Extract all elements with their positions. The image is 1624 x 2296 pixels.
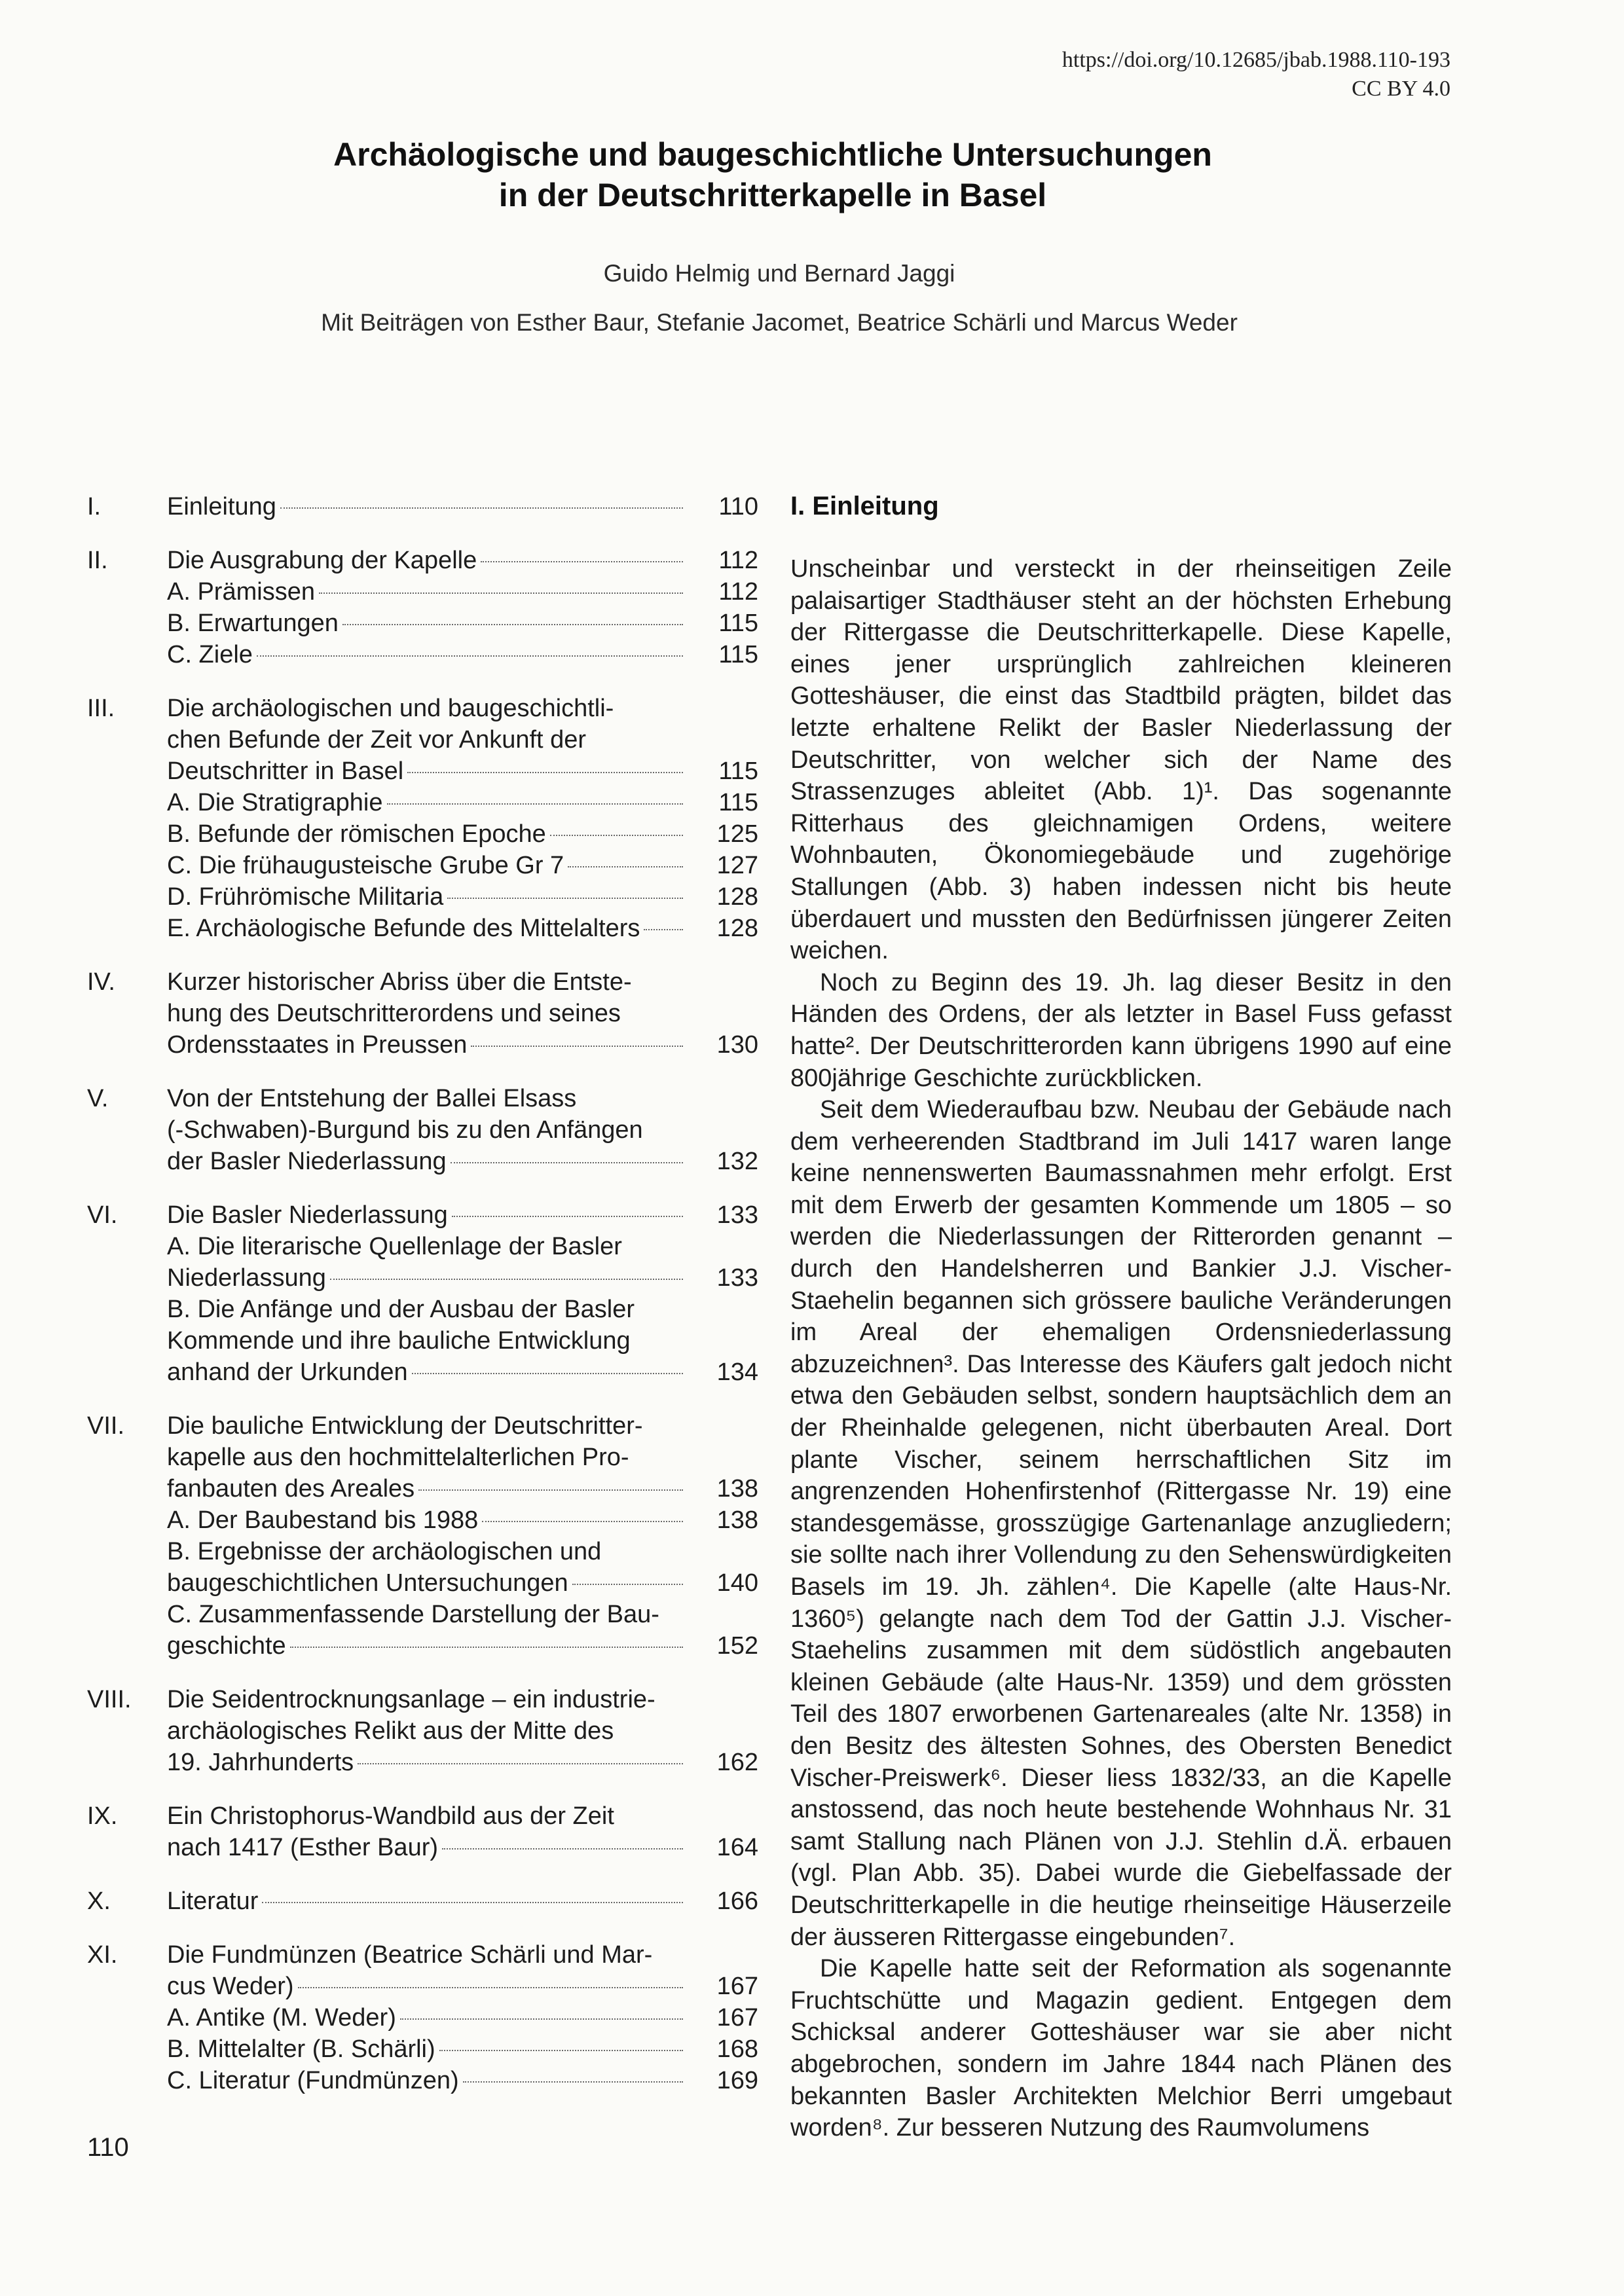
toc-entry-title: A. Prämissen: [167, 578, 315, 606]
toc-leader-dots: [262, 1902, 683, 1903]
toc-entry: [167, 724, 758, 756]
toc-entry: [167, 545, 758, 576]
toc-leader-dots: [319, 592, 683, 594]
toc-entry: [167, 1832, 758, 1863]
toc-entry: [167, 1231, 758, 1262]
toc-section-number: IX.: [87, 1802, 118, 1830]
toc-leader-dots: [482, 1521, 683, 1522]
authors: Guido Helmig und Bernard Jaggi: [603, 260, 955, 287]
toc-entry: [167, 491, 758, 522]
toc-entry-title: Die archäologischen und baugeschichtli-: [167, 695, 614, 722]
toc-entry: [167, 2033, 758, 2065]
toc-entry: [167, 693, 758, 724]
toc-section: [87, 1886, 758, 1917]
toc-entry: [167, 1262, 758, 1294]
toc-section-number: XI.: [87, 1941, 118, 1969]
toc-entry-page: 115: [718, 757, 758, 785]
toc-entry: [167, 2002, 758, 2033]
page-number: 110: [87, 2133, 129, 2162]
toc-entry-title: Niederlassung: [167, 1264, 326, 1292]
toc-entry-page: 128: [716, 915, 758, 942]
toc-entry: [167, 1199, 758, 1231]
toc-leader-dots: [550, 835, 683, 836]
toc-entry-title: (-Schwaben)-Burgund bis zu den Anfängen: [167, 1116, 643, 1144]
toc-entry-page: 166: [716, 1887, 758, 1915]
toc-leader-dots: [451, 1162, 683, 1163]
table-of-contents: [87, 491, 758, 2119]
toc-entry-title: Ordensstaates in Preussen: [167, 1031, 468, 1059]
toc-entry-title: C. Die frühaugusteische Grube Gr 7: [167, 852, 564, 879]
toc-leader-dots: [572, 1584, 683, 1585]
toc-entry: [167, 1504, 758, 1536]
toc-leader-dots: [298, 1987, 683, 1988]
toc-entry: [167, 1630, 758, 1662]
toc-leader-dots: [400, 2018, 683, 2020]
toc-entry: [167, 1083, 758, 1114]
toc-entry: [167, 1473, 758, 1504]
toc-leader-dots: [342, 624, 683, 625]
toc-entry-page: 112: [718, 578, 758, 606]
toc-leader-dots: [330, 1279, 683, 1280]
toc-leader-dots: [568, 866, 683, 867]
toc-entry-page: 128: [716, 883, 758, 911]
toc-entry-page: 167: [716, 2004, 758, 2032]
intro-paragraph: Unscheinbar und versteckt in der rheinseitigen Zeile palaisartiger Stadthäuser steht an der höchsten Erhebung der Rittergasse die Deutschritterkapelle. Diese Kapelle, eines jener ursprünglich zahlreichen kleineren Gotteshäuser, die einst das Stadtbild prägten, bildet das letzte erhaltene Relikt der Basler Niederlassung der Deutschritter, von welcher sich der Name des Strassenzuges ableitet (Abb. 1)¹. Das sogenannte Ritterhaus des gleichnamigen Ordens, weitere Wohnbauten, Ökonomiegebäude und zugehörige Stallungen (Abb. 3) haben indessen nicht bis heute überdauert und mussten den Bedürfnissen jüngerer Zeiten weichen.: [790, 555, 1452, 965]
toc-entry: [167, 1715, 758, 1747]
toc-leader-dots: [358, 1763, 683, 1764]
toc-section-number: I.: [87, 493, 101, 520]
intro-paragraph: Seit dem Wiederaufbau bzw. Neubau der Gebäude nach dem verheerenden Stadtbrand im Juli 1417 waren lange keine nennenswerten Baumassnahmen mehr erfolgt. Erst mit dem Erwerb der gesamten Kommende um 1805 – so werden die Niederlassungen der Ritterorden genannt – durch den Handelsherren und Bankier J.J. Vischer-Staehelin begannen sich grössere bauliche Veränderungen im Areal der ehemaligen Ordensniederlassung abzuzeichnen³. Das Interesse des Käufers galt jedoch nicht etwa den Gebäuden selbst, sondern hauptsächlich dem an der Rheinhalde gelegenen, nicht überbauten Areal. Dort plante Vischer, seinem herrschaftlichen Sitz im angrenzenden Hohenfirstenhof (Rittergasse Nr. 19) eine standesgemässe, grosszügige Gartenanlage anzugliedern; sie sollte nach ihrer Vollendung zu den Sehenswürdigkeiten Basels im 19. Jh. zählen⁴. Die Kapelle (alte Haus-Nr. 1360⁵) gelangte nach dem Tod der Gattin J.J. Vischer-Staehelins zusammen mit dem südöstlich angebauten kleinen Gebäude (alte Haus-Nr. 1359) und dem grössten Teil des 1807 erworbenen Gartenareales (alte Nr. 1358) in den Besitz des ältesten Sohnes, des Obersten Benedict Vischer-Preiswerk⁶. Dieser liess 1832/33, an die Kapelle anstossend, das noch heute bestehende Wohnhaus Nr. 31 samt Stallung nach Plänen von J.J. Stehlin d.Ä. erbauen (vgl. Plan Abb. 35). Dabei wurde die Giebelfassade der Deutschritterkapelle in die heutige rheinseitige Häuserzeile der äusseren Rittergasse eingebunden⁷.: [790, 1096, 1452, 1951]
toc-entry-title: B. Mittelalter (B. Schärli): [167, 2035, 435, 2063]
toc-entry-title: Die Ausgrabung der Kapelle: [167, 547, 477, 574]
toc-entry: [167, 1114, 758, 1146]
toc-section-number: VII.: [87, 1412, 125, 1440]
toc-entry: [167, 913, 758, 944]
toc-section-number: V.: [87, 1085, 109, 1112]
toc-entry-page: 132: [716, 1148, 758, 1175]
toc-entry-title: A. Der Baubestand bis 1988: [167, 1506, 479, 1534]
toc-entry-page: 134: [716, 1358, 758, 1386]
toc-leader-dots: [439, 2050, 683, 2051]
toc-entry: [167, 818, 758, 850]
toc-entry-page: 168: [716, 2035, 758, 2063]
toc-leader-dots: [387, 803, 683, 805]
toc-section: [87, 1800, 758, 1863]
contributors: Mit Beiträgen von Esther Baur, Stefanie Jacomet, Beatrice Schärli und Marcus Weder: [321, 309, 1238, 336]
toc-entry: [167, 1599, 758, 1630]
doi-block: [1062, 46, 1450, 103]
toc-entry: [167, 1029, 758, 1061]
toc-entry: [167, 1442, 758, 1473]
toc-entry-title: geschichte: [167, 1632, 286, 1660]
toc-entry-title: A. Die Stratigraphie: [167, 789, 383, 816]
toc-section: [87, 1410, 758, 1662]
toc-leader-dots: [290, 1647, 683, 1648]
toc-entry-title: Die Fundmünzen (Beatrice Schärli und Mar-: [167, 1941, 653, 1969]
toc-entry: [167, 1939, 758, 1971]
toc-entry-page: 115: [718, 789, 758, 816]
toc-entry-page: 167: [716, 1973, 758, 2000]
toc-entry-title: 19. Jahrhunderts: [167, 1749, 354, 1776]
toc-section: [87, 1684, 758, 1778]
toc-entry-title: E. Archäologische Befunde des Mittelalters: [167, 915, 640, 942]
toc-entry-page: 133: [716, 1201, 758, 1229]
toc-entry-title: nach 1417 (Esther Baur): [167, 1834, 439, 1861]
toc-entry: [167, 1357, 758, 1388]
toc-leader-dots: [463, 2081, 683, 2083]
toc-leader-dots: [257, 655, 683, 657]
toc-entry-title: fanbauten des Areales: [167, 1475, 415, 1503]
toc-entry: [167, 966, 758, 998]
toc-leader-dots: [452, 1216, 683, 1217]
toc-entry-title: hung des Deutschritterordens und seines: [167, 1000, 621, 1027]
toc-entry: [167, 1294, 758, 1325]
toc-leader-dots: [471, 1046, 683, 1047]
toc-entry-title: A. Die literarische Quellenlage der Basler: [167, 1233, 622, 1260]
toc-section: [87, 491, 758, 522]
toc-section-number: VI.: [87, 1201, 118, 1229]
toc-entry-title: baugeschichtlichen Untersuchungen: [167, 1569, 568, 1597]
toc-entry-title: C. Zusammenfassende Darstellung der Bau-: [167, 1601, 659, 1628]
toc-entry: [167, 1146, 758, 1177]
toc-leader-dots: [280, 507, 683, 509]
title-line-1: Archäologische und baugeschichtliche Untersuchungen: [333, 136, 1212, 173]
toc-leader-dots: [412, 1373, 683, 1374]
toc-leader-dots: [481, 561, 683, 562]
toc-entry: [167, 608, 758, 639]
toc-entry-page: 164: [716, 1834, 758, 1861]
intro-paragraph: Noch zu Beginn des 19. Jh. lag dieser Besitz in den Händen des Ordens, der als letzter in Basel Fuss gefasst hatte². Der Deutschritterorden kann übrigens 1990 auf eine 800jährige Geschichte zurückblicken.: [790, 968, 1452, 1092]
toc-entry-title: D. Frührömische Militaria: [167, 883, 444, 911]
toc-section: [87, 545, 758, 670]
toc-entry-title: Ein Christophorus-Wandbild aus der Zeit: [167, 1802, 614, 1830]
toc-entry-title: Literatur: [167, 1887, 259, 1915]
toc-entry-title: chen Befunde der Zeit vor Ankunft der: [167, 726, 587, 754]
toc-entry: [167, 576, 758, 608]
toc-entry-title: cus Weder): [167, 1973, 294, 2000]
toc-entry: [167, 1747, 758, 1778]
toc-section-number: IV.: [87, 968, 115, 996]
toc-entry-page: 138: [716, 1475, 758, 1503]
toc-entry-page: 130: [716, 1031, 758, 1059]
toc-entry: [167, 1536, 758, 1567]
toc-entry-page: 127: [716, 852, 758, 879]
toc-entry: [167, 787, 758, 818]
toc-entry-title: der Basler Niederlassung: [167, 1148, 447, 1175]
toc-entry-page: 112: [718, 547, 758, 574]
toc-entry: [167, 1800, 758, 1832]
toc-leader-dots: [447, 898, 683, 899]
toc-entry: [167, 1410, 758, 1442]
toc-section-number: II.: [87, 547, 108, 574]
toc-entry-title: C. Literatur (Fundmünzen): [167, 2067, 459, 2094]
toc-leader-dots: [418, 1489, 683, 1491]
toc-entry: [167, 1684, 758, 1715]
toc-entry-title: Kommende und ihre bauliche Entwicklung: [167, 1327, 631, 1355]
toc-entry: [167, 1886, 758, 1917]
toc-leader-dots: [407, 772, 683, 773]
doi-link[interactable]: https://doi.org/10.12685/jbab.1988.110-193: [1061, 48, 1450, 72]
toc-entry-title: B. Befunde der römischen Epoche: [167, 820, 546, 848]
toc-entry-title: Von der Entstehung der Ballei Elsass: [167, 1085, 577, 1112]
toc-entry: [167, 756, 758, 787]
toc-entry: [167, 639, 758, 670]
toc-entry-page: 133: [716, 1264, 758, 1292]
toc-entry-title: archäologisches Relikt aus der Mitte des: [167, 1717, 614, 1745]
toc-entry-title: kapelle aus den hochmittelalterlichen Pro-: [167, 1444, 629, 1471]
toc-entry-title: Die Basler Niederlassung: [167, 1201, 448, 1229]
intro-paragraph: Die Kapelle hatte seit der Reformation als sogenannte Fruchtschütte und Magazin gedient. Entgegen dem Schicksal anderer Gotteshäuser war sie aber nicht abgebrochen, sondern im Jahre 1844 nach Plänen des bekannten Basler Architekten Melchior Berri umgebaut worden⁸. Zur besseren Nutzung des Raumvolumens: [790, 1955, 1452, 2142]
license-label: CC BY 4.0: [1352, 77, 1450, 101]
toc-entry: [167, 881, 758, 913]
toc-entry-title: B. Ergebnisse der archäologischen und: [167, 1538, 602, 1565]
intro-text: [790, 553, 1452, 2144]
title-line-2: in der Deutschritterkapelle in Basel: [498, 177, 1047, 213]
toc-entry-page: 152: [716, 1632, 758, 1660]
toc-entry-page: 115: [718, 610, 758, 637]
toc-entry-page: 140: [716, 1569, 758, 1597]
toc-entry-title: Einleitung: [167, 493, 276, 520]
toc-entry-page: 169: [716, 2067, 758, 2094]
toc-entry: [167, 850, 758, 881]
section-heading-einleitung: I. Einleitung: [790, 492, 939, 520]
toc-entry-page: 138: [716, 1506, 758, 1534]
toc-entry: [167, 1325, 758, 1357]
toc-entry-title: B. Die Anfänge und der Ausbau der Basler: [167, 1296, 635, 1323]
article-title: [0, 134, 1545, 215]
toc-entry-page: 115: [718, 641, 758, 668]
toc-section-number: III.: [87, 695, 115, 722]
toc-entry: [167, 2065, 758, 2096]
toc-section: [87, 1083, 758, 1177]
toc-entry-title: Deutschritter in Basel: [167, 757, 404, 785]
toc-entry-title: B. Erwartungen: [167, 610, 339, 637]
toc-entry: [167, 1567, 758, 1599]
toc-section: [87, 693, 758, 944]
toc-entry-title: A. Antike (M. Weder): [167, 2004, 396, 2032]
toc-entry-page: 162: [716, 1749, 758, 1776]
toc-entry: [167, 1971, 758, 2002]
toc-leader-dots: [644, 929, 683, 930]
toc-entry-title: Kurzer historischer Abriss über die Entste-: [167, 968, 632, 996]
toc-entry-title: Die bauliche Entwicklung der Deutschritter-: [167, 1412, 643, 1440]
toc-entry: [167, 998, 758, 1029]
toc-entry-title: anhand der Urkunden: [167, 1358, 408, 1386]
toc-entry-page: 125: [716, 820, 758, 848]
toc-section-number: VIII.: [87, 1686, 132, 1713]
toc-section: [87, 966, 758, 1061]
toc-section: [87, 1939, 758, 2096]
toc-entry-page: 110: [718, 493, 758, 520]
toc-entry-title: Die Seidentrocknungsanlage – ein industrie-: [167, 1686, 655, 1713]
toc-section: [87, 1199, 758, 1388]
toc-section-number: X.: [87, 1887, 111, 1915]
toc-entry-title: C. Ziele: [167, 641, 253, 668]
toc-leader-dots: [442, 1848, 683, 1850]
